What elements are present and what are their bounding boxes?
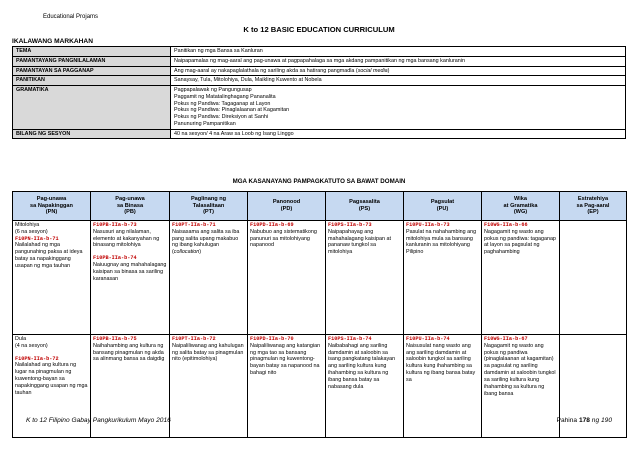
column-header: Panonood (PD) <box>248 192 326 221</box>
page-title: K to 12 BASIC EDUCATION CURRICULUM <box>243 25 395 34</box>
summary-value <box>171 86 626 130</box>
cell-pd: F10PD-IIa-b-70 Naipaliliwanag ang katangian ng mga tao sa bansang pinagmulan ng kuwentong-bayan batay sa napanood na bahagi nito <box>248 335 326 438</box>
summary-value: Panitikan ng mga Bansa sa Kanluran <box>171 47 626 57</box>
cell-ep <box>560 221 627 335</box>
summary-row <box>13 76 626 86</box>
footer-document-title: K to 12 Filipino Gabay Pangkurikulum Mayo 2016 <box>26 417 171 424</box>
competency-code: F10PB-IIa-b-73 <box>93 222 137 228</box>
column-header: Wika at Gramatika (WG) <box>482 192 560 221</box>
competency-code: F10PB-IIa-b-75 <box>93 336 137 342</box>
competency-code: F10PD-IIa-b-70 <box>250 336 294 342</box>
grammar-topic: Panunuring Pampanitikan <box>174 120 236 127</box>
competency-code: F10WG-IIa-b-66 <box>484 222 528 228</box>
summary-row <box>13 129 626 139</box>
competency-code: F10PN-IIa-b-71 <box>15 235 59 242</box>
grammar-topic: Pokus ng Pandiwa: Pinaglalaanan at Kagamitan <box>174 107 290 114</box>
competency-code: F10PU-IIa-b-74 <box>406 336 450 342</box>
cell-pu: F10PU-IIa-b-73 Pasulat na nahahambing ang mitolohiya mula sa bansang kanluranin sa mitolohiyang Pilipino <box>404 221 482 335</box>
summary-value-text: Ang mag-aaral ay nakapaglalathala ng sariling akda sa hatirang pangmadla ( <box>174 67 358 74</box>
summary-label: GRAMATIKA <box>13 86 171 130</box>
column-header: Paglinang ng Talasalitaan (PT) <box>170 192 248 221</box>
cell-pn: Dula (4 na sesyon) F10PN-IIa-b-72 Nailalahad ang kultura ng lugar na pinagmulan ng kuwentong-bayan sa napakinggang usapan ng mga tauhan <box>13 335 91 438</box>
cell-wg: F10WG-IIa-b-66 Nagagamit ng wasto ang pokus ng pandiwa: tagaganap at layon sa pagsulat ng paghahambing <box>482 221 560 335</box>
column-header: Pagsulat (PU) <box>404 192 482 221</box>
summary-row <box>13 47 626 57</box>
organization-name: Educational Projams <box>43 14 99 20</box>
competency-code: F10PS-IIa-b-73 <box>328 222 372 228</box>
summary-value <box>171 66 626 76</box>
summary-label: PAMANTAYANG PANGNILALAMAN <box>13 56 171 66</box>
cell-wg: F10WG-IIa-b-67 Nagagamit ng wasto ang pokus ng pandiwa (pinaglalaanan at kagamitan) sa pagsulat ng sariling damdamin at saloobin tungkol sa sariling kultura kung ihahambing sa kultura ng ibang bansa <box>482 335 560 438</box>
summary-value: Naipapamalas ng mag-aaral ang pag-unawa at pagpapahalaga sa mga akdang pampanitikan ng mga bansang kanluranin <box>171 56 626 66</box>
summary-row <box>13 56 626 66</box>
column-header: Pag-unawa sa Napakinggan (PN) <box>13 192 91 221</box>
summary-value: 40 na sesyon/ 4 na Araw sa Loob ng Isang Linggo <box>171 129 626 139</box>
section-title: MGA KASANAYANG PAMPAGKATUTO SA BAWAT DOMAIN <box>232 178 406 185</box>
curriculum-summary-table <box>12 46 626 139</box>
cell-pt: F10PT-IIa-b-71 Naisasama ang salita sa iba pang salita upang makabuo ng ibang kahulugan (collocation) <box>170 221 248 335</box>
grammar-topic: Paggamit ng Matatalinghagang Pananalita <box>174 93 276 100</box>
summary-label: BILANG NG SESYON <box>13 129 171 139</box>
cell-pd: F10PD-IIa-b-69 Nabubuo ang sistematikong panunuri sa mitolohiyang napanood <box>248 221 326 335</box>
summary-label: PAMANTAYAN SA PAGGANAP <box>13 66 171 76</box>
summary-value-text: ) <box>387 67 390 74</box>
competency-code: F10PU-IIa-b-73 <box>406 222 450 228</box>
summary-row <box>13 86 626 130</box>
cell-pb: F10PB-IIa-b-73 Nasusuri ang nilalaman, elemento at kakanyahan ng binasang mitolohiya F10PB-IIa-b-74 Naiuugnay ang mahahalagang kaisipan sa binasa sa sariling karanasan <box>91 221 170 335</box>
column-header: Pagsasalita (PS) <box>326 192 404 221</box>
grammar-topic: Pagpapalawak ng Pangungusap <box>174 87 252 93</box>
grammar-topic: Pokus ng Pandiwa: Direksiyon at Sanhi <box>174 114 269 120</box>
footer-page-number: Pahina 178 ng 190 <box>556 417 612 424</box>
table-header-row <box>13 192 627 221</box>
cell-pt: F10PT-IIa-b-72 Naipaliliwanag ang kahulugan ng salita batay sa pinagmulan nito (epitimolohiya) <box>170 335 248 438</box>
cell-pb: F10PB-IIa-b-75 Naihahambing ang kultura ng bansang pinagmulan ng akda sa alinmang bansa sa daigdig <box>91 335 170 438</box>
cell-ps: F10PS-IIa-b-73 Naipapahayag ang mahahalagang kaisipan at pananaw tungkol sa mitolohiya <box>326 221 404 335</box>
cell-pn: Mitolohiya (6 na sesyon) F10PN-IIa-b-71 Nailalahad ng mga pangunahing paksa at ideya batay sa napakinggang usapan ng mga tauhan <box>13 221 91 335</box>
summary-value-italic: social media <box>357 67 388 74</box>
competency-code: F10PS-IIa-b-74 <box>328 336 372 342</box>
summary-row <box>13 66 626 76</box>
summary-value: Sanaysay, Tula, Mitolohiya, Dula, Maikling Kuwento at Nobela <box>171 76 626 86</box>
competency-code: F10PD-IIa-b-69 <box>250 222 294 228</box>
competencies-table <box>12 191 627 438</box>
column-header: Pag-unawa sa Binasa (PB) <box>91 192 170 221</box>
competency-code: F10WG-IIa-b-67 <box>484 336 528 342</box>
cell-ps: F10PS-IIa-b-74 Naibabahagi ang sariling damdamin at saloobin sa isang pangkatang talakayan ang sariling kultura kung ihahambing sa kultura ng ibang bansa batay sa nabasang dula <box>326 335 404 438</box>
grammar-topic: Pokus ng Pandiwa: Tagaganap at Layon <box>174 100 271 107</box>
summary-label: PANITIKAN <box>13 76 171 86</box>
column-header: Estratehiya sa Pag-aaral (EP) <box>560 192 627 221</box>
cell-pu: F10PU-IIa-b-74 Naisusulat nang wasto ang ang sariling damdamin at saloobin tungkol sa sariling kultura kung ihahambing sa kultura ng ibang bansa batay sa <box>404 335 482 438</box>
competency-code: F10PN-IIa-b-72 <box>15 355 59 362</box>
competency-code: F10PB-IIa-b-74 <box>93 255 137 262</box>
competency-code: F10PT-IIa-b-71 <box>172 222 216 228</box>
table-row <box>13 221 627 335</box>
competency-code: F10PT-IIa-b-72 <box>172 336 216 342</box>
quarter-title: IKALAWANG MARKAHAN <box>12 38 93 45</box>
summary-label: TEMA <box>13 47 171 57</box>
